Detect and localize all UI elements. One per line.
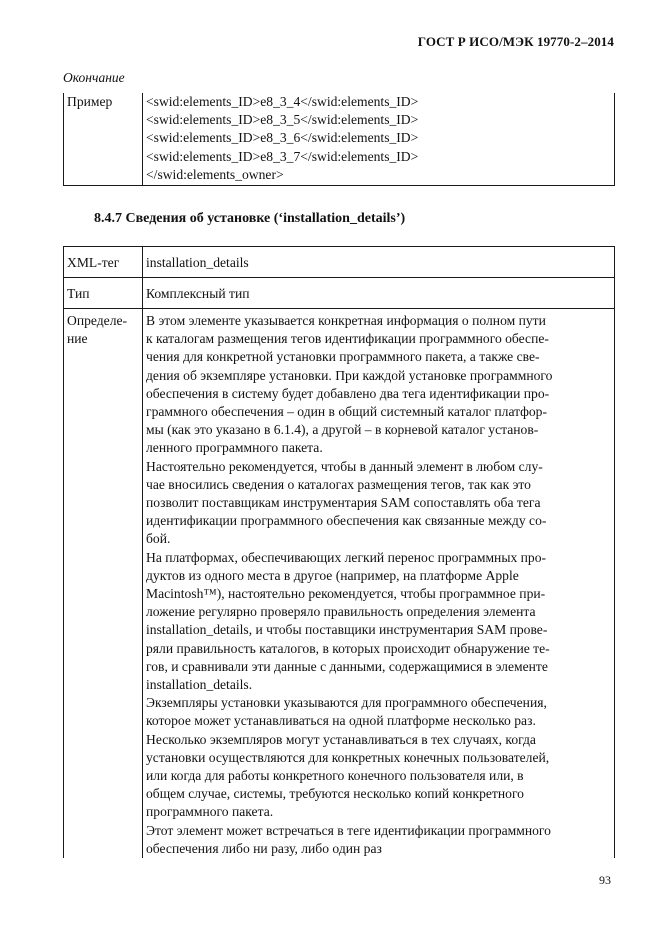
definition-text-line: На платформах, обеспечивающих легкий перенос программных про- — [146, 549, 547, 565]
definition-text-line: общем случае, системы, требуются несколько копий конкретного — [146, 786, 524, 802]
definition-label-cell — [64, 309, 143, 859]
definition-text-line: бой. — [146, 531, 171, 547]
definition-text-line: В этом элементе указывается конкретная информация о полном пути — [146, 313, 546, 328]
definition-text-line: ленного программного пакета. — [146, 440, 323, 456]
definition-text-line: Несколько экземпляров могут устанавливаться в тех случаях, когда — [146, 731, 536, 747]
example-code-line: <swid:elements_ID>e8_3_5</swid:elements_ID> — [146, 112, 419, 128]
definition-text-line: обеспечения в систему будет добавлено два тега идентификации про- — [146, 385, 550, 401]
definition-text-line: Macintosh™), настоятельно рекомендуется, чтобы программное при- — [146, 586, 546, 602]
row-value-cell: Комплексный тип — [143, 278, 615, 309]
definition-text-line: позволит поставщикам инструментария SAM сопоставлять оба тега — [146, 495, 541, 511]
definition-label-line: ние — [67, 331, 88, 347]
row-label-cell: XML-тег — [64, 247, 143, 278]
example-code-cell — [143, 93, 615, 186]
table-continuation-label: Окончание — [63, 70, 125, 85]
page-number: 93 — [599, 873, 611, 887]
definition-text-line: ряли правильность каталогов, в которых происходит обнаружение те- — [146, 640, 550, 656]
definition-text-line: Настоятельно рекомендуется, чтобы в данный элемент в любом слу- — [146, 458, 543, 474]
definition-text-cell — [143, 309, 615, 859]
definition-text-line: Этот элемент может встречаться в теге идентификации программного — [146, 822, 551, 838]
definition-text-line: Экземпляры установки указываются для программного обеспечения, — [146, 695, 547, 711]
table-row — [64, 309, 615, 859]
example-code-line: </swid:elements_owner> — [146, 166, 284, 182]
definition-text-line: к каталогам размещения тегов идентификации программного обеспе- — [146, 331, 549, 347]
row-value-cell: installation_details — [143, 247, 615, 278]
definition-text-line: гов, и сравнивали эти данные с данными, содержащимися в элементе — [146, 658, 548, 674]
definition-text-line: чае вносились сведения о каталогах размещения тегов, так как это — [146, 476, 531, 492]
definition-text-line: дения об экземпляре установки. При каждой установке программного — [146, 367, 553, 383]
definition-text-line: чения для конкретной установки программного пакета, а также све- — [146, 349, 540, 365]
example-table — [63, 93, 615, 186]
definition-text-line: или когда для работы конкретного конечного пользователя или, в — [146, 768, 524, 784]
example-code-line: <swid:elements_ID>e8_3_7</swid:elements_ID> — [146, 148, 419, 164]
document-header: ГОСТ Р ИСО/МЭК 19770-2–2014 — [417, 34, 614, 49]
definition-text-line: дуктов из одного места в другое (например, на платформе Apple — [146, 567, 519, 583]
definition-text-line: установки осуществляются для конкретных конечных пользователей, — [146, 749, 550, 765]
definition-text-line: которое может устанавливаться на одной платформе несколько раз. — [146, 713, 536, 729]
definition-text-line: installation_details, и чтобы поставщики инструментария SAM прове- — [146, 622, 548, 638]
definition-text-line: ложение регулярно проверяло правильность определения элемента — [146, 604, 536, 620]
definition-text-line: идентификации программного обеспечения как связанные между со- — [146, 513, 547, 529]
definition-text-line: мы (как это указано в 6.1.4), а другой – в корневой каталог установ- — [146, 422, 539, 438]
example-code-line: <swid:elements_ID>e8_3_4</swid:elements_ID> — [146, 94, 419, 109]
definition-text-line: installation_details. — [146, 677, 253, 693]
example-code-line: <swid:elements_ID>e8_3_6</swid:elements_ID> — [146, 130, 419, 146]
table-row — [64, 278, 615, 309]
definition-text-line: обеспечения либо ни разу, либо один раз — [146, 840, 382, 856]
installation-details-table — [63, 246, 615, 858]
row-label-cell: Тип — [64, 278, 143, 309]
table-row — [64, 247, 615, 278]
definition-text-line: граммного обеспечения – один в общий системный каталог платфор- — [146, 404, 548, 420]
example-label-cell: Пример — [64, 93, 143, 186]
section-heading: 8.4.7 Сведения об установке (‘installation_details’) — [94, 211, 406, 226]
definition-text-line: программного пакета. — [146, 804, 274, 820]
table-row — [64, 93, 615, 186]
definition-label-line: Определе- — [67, 313, 128, 328]
